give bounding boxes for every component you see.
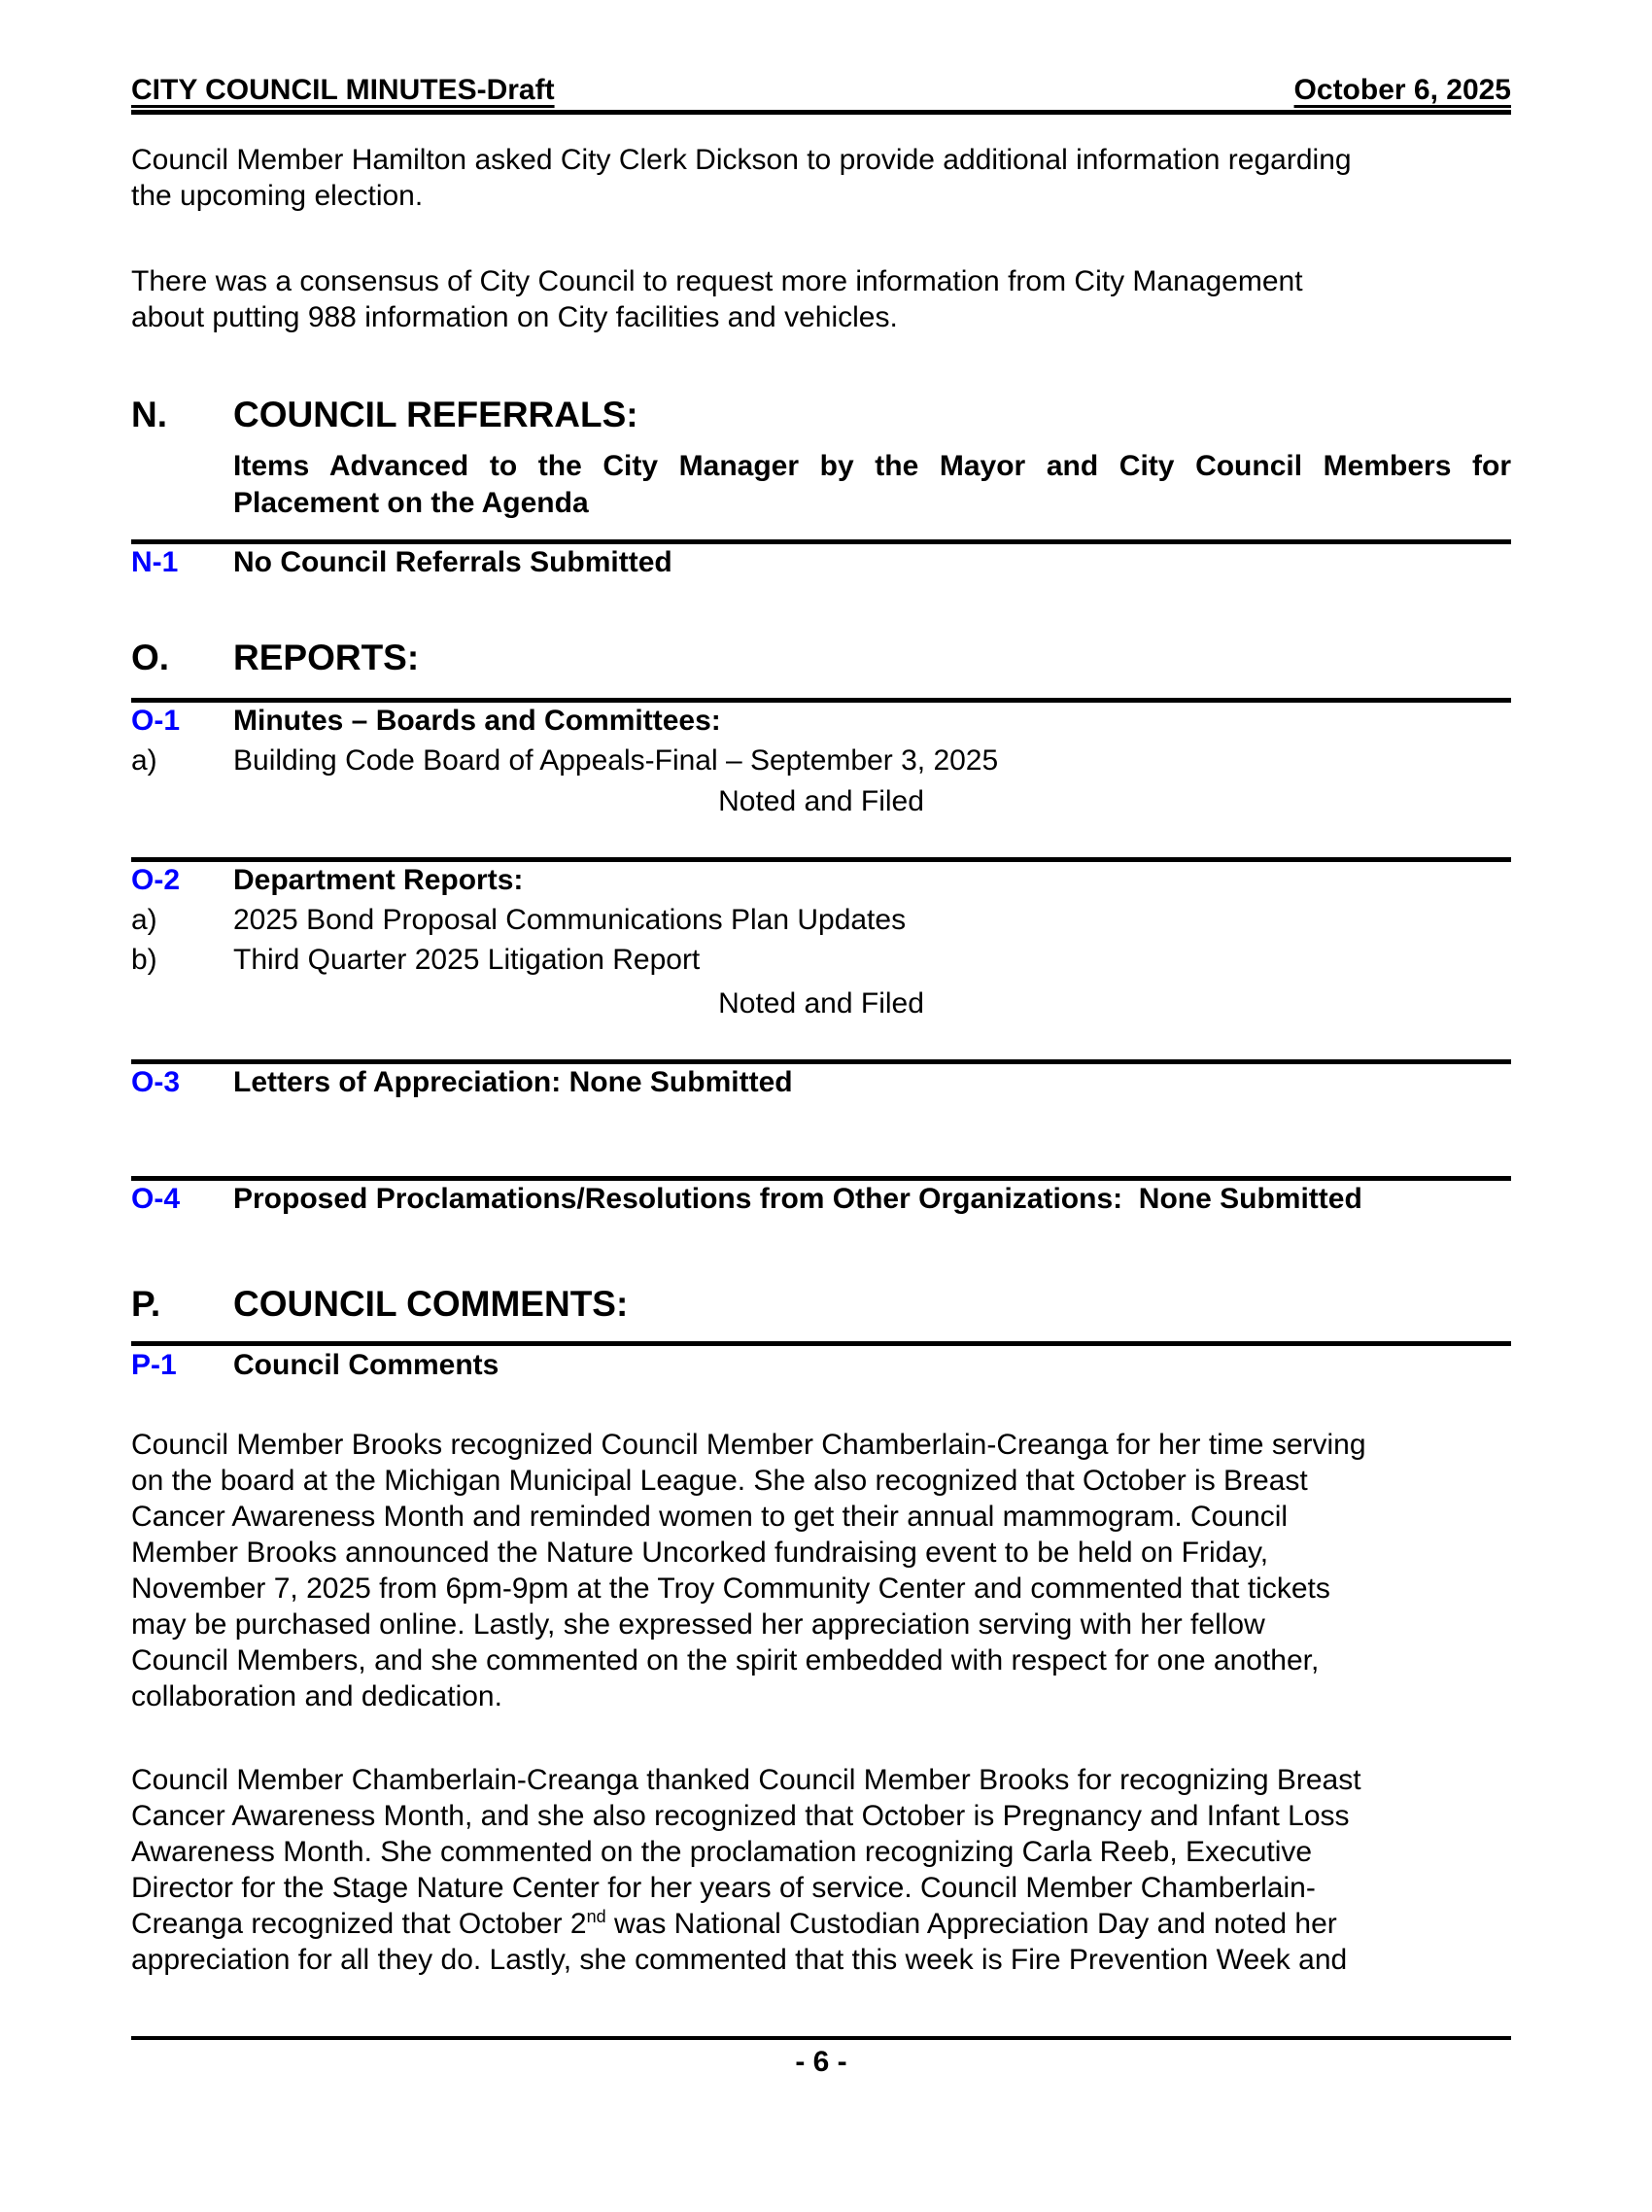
page-header [131, 74, 1511, 115]
subitem-text: Third Quarter 2025 Litigation Report [233, 944, 701, 976]
section-heading-n [131, 394, 1511, 436]
item-id: N-1 [131, 546, 179, 578]
paragraph-line: Cancer Awareness Month and reminded women to get their annual mammogram. Council [131, 1501, 1289, 1533]
item-id: O-4 [131, 1183, 181, 1215]
separator-rule [131, 1341, 1511, 1346]
minutes-page [0, 74, 1652, 2080]
intro-paragraph-2 [131, 263, 1511, 335]
paragraph-line: collaboration and dedication. [131, 1680, 502, 1712]
section-n-subtitle-row [131, 448, 1511, 522]
agenda-item-o1 [131, 703, 1511, 740]
paragraph-line: November 7, 2025 from 6pm-9pm at the Troy Community Center and commented that tickets [131, 1573, 1330, 1605]
paragraph-line: Council Member Chamberlain-Creanga thanked Council Member Brooks for recognizing Breast [131, 1764, 1361, 1796]
item-id: P-1 [131, 1349, 177, 1381]
subitem-row [131, 942, 1511, 978]
paragraph-line: the upcoming election. [131, 180, 424, 212]
paragraph-line: Council Member Brooks recognized Council Member Chamberlain-Creanga for her time serving [131, 1429, 1366, 1461]
header-title: CITY COUNCIL MINUTES-Draft [131, 74, 555, 106]
subitem-label: a) [131, 744, 157, 777]
agenda-item-n1 [131, 544, 1511, 581]
section-letter: O. [131, 638, 170, 677]
item-title: Proposed Proclamations/Resolutions from Other Organizations: None Submitted [233, 1183, 1362, 1215]
paragraph-line: Awareness Month. She commented on the proclamation recognizing Carla Reeb, Executive [131, 1836, 1313, 1868]
item-id: O-2 [131, 864, 181, 896]
footer-rule [131, 2036, 1511, 2040]
subitem-text: Building Code Board of Appeals-Final – September 3, 2025 [233, 744, 999, 777]
section-heading-p [131, 1283, 1511, 1326]
page-number: - 6 - [795, 2046, 847, 2078]
item-title: Letters of Appreciation: None Submitted [233, 1066, 793, 1098]
section-title: REPORTS: [233, 638, 420, 677]
disposition-text: Noted and Filed [718, 987, 924, 1020]
paragraph-line: Member Brooks announced the Nature Uncorked fundraising event to be held on Friday, [131, 1537, 1269, 1569]
paragraph-line-with-superscript [131, 1906, 1511, 1942]
section-letter: P. [131, 1284, 161, 1324]
paragraph-line: There was a consensus of City Council to request more information from City Management [131, 265, 1303, 297]
comments-paragraph-brooks [131, 1427, 1511, 1714]
item-title: Council Comments [233, 1349, 499, 1381]
section-title: COUNCIL COMMENTS: [233, 1284, 629, 1324]
subitem-row [131, 902, 1511, 938]
item-title: Minutes – Boards and Committees: [233, 705, 721, 737]
paragraph-line: Cancer Awareness Month, and she also recognized that October is Pregnancy and Infant Loss [131, 1800, 1350, 1832]
item-id: O-3 [131, 1066, 181, 1098]
header-date: October 6, 2025 [1293, 74, 1511, 106]
item-title: Department Reports: [233, 864, 524, 896]
agenda-item-o4 [131, 1181, 1511, 1218]
disposition-text: Noted and Filed [718, 785, 924, 817]
intro-paragraph-1 [131, 142, 1511, 214]
subitem-row [131, 743, 1511, 778]
paragraph-line: Director for the Stage Nature Center for her years of service. Council Member Chamberlain- [131, 1872, 1316, 1904]
subitem-label: b) [131, 944, 157, 976]
paragraph-line: Council Member Hamilton asked City Clerk Dickson to provide additional information regarding [131, 144, 1352, 176]
line-part: was National Custodian Appreciation Day and noted her [605, 1908, 1337, 1940]
agenda-item-o3 [131, 1064, 1511, 1101]
subitem-label: a) [131, 904, 157, 936]
section-title: COUNCIL REFERRALS: [233, 395, 638, 434]
item-id: O-1 [131, 705, 181, 737]
paragraph-line: on the board at the Michigan Municipal League. She also recognized that October is Breast [131, 1465, 1308, 1497]
subtitle-line: Items Advanced to the City Manager by the Mayor and City Council Members for [233, 450, 1511, 482]
label-spacer [131, 448, 233, 522]
section-heading-o [131, 637, 1511, 679]
comments-paragraph-chamberlain [131, 1762, 1511, 1978]
subitem-text: 2025 Bond Proposal Communications Plan Updates [233, 904, 907, 936]
agenda-item-o2 [131, 862, 1511, 899]
ordinal-superscript: nd [586, 1907, 606, 1926]
paragraph-line: may be purchased online. Lastly, she expressed her appreciation serving with her fellow [131, 1608, 1265, 1641]
item-title: No Council Referrals Submitted [233, 546, 672, 578]
section-subtitle [233, 448, 1511, 522]
paragraph-line: Council Members, and she commented on the spirit embedded with respect for one another, [131, 1644, 1320, 1676]
line-part: Creanga recognized that October 2 [131, 1908, 587, 1940]
paragraph-line: appreciation for all they do. Lastly, she commented that this week is Fire Prevention Week and [131, 1944, 1348, 1976]
subtitle-line: Placement on the Agenda [233, 487, 589, 519]
agenda-item-p1 [131, 1347, 1511, 1384]
section-letter: N. [131, 395, 167, 434]
paragraph-line: about putting 988 information on City facilities and vehicles. [131, 301, 898, 333]
